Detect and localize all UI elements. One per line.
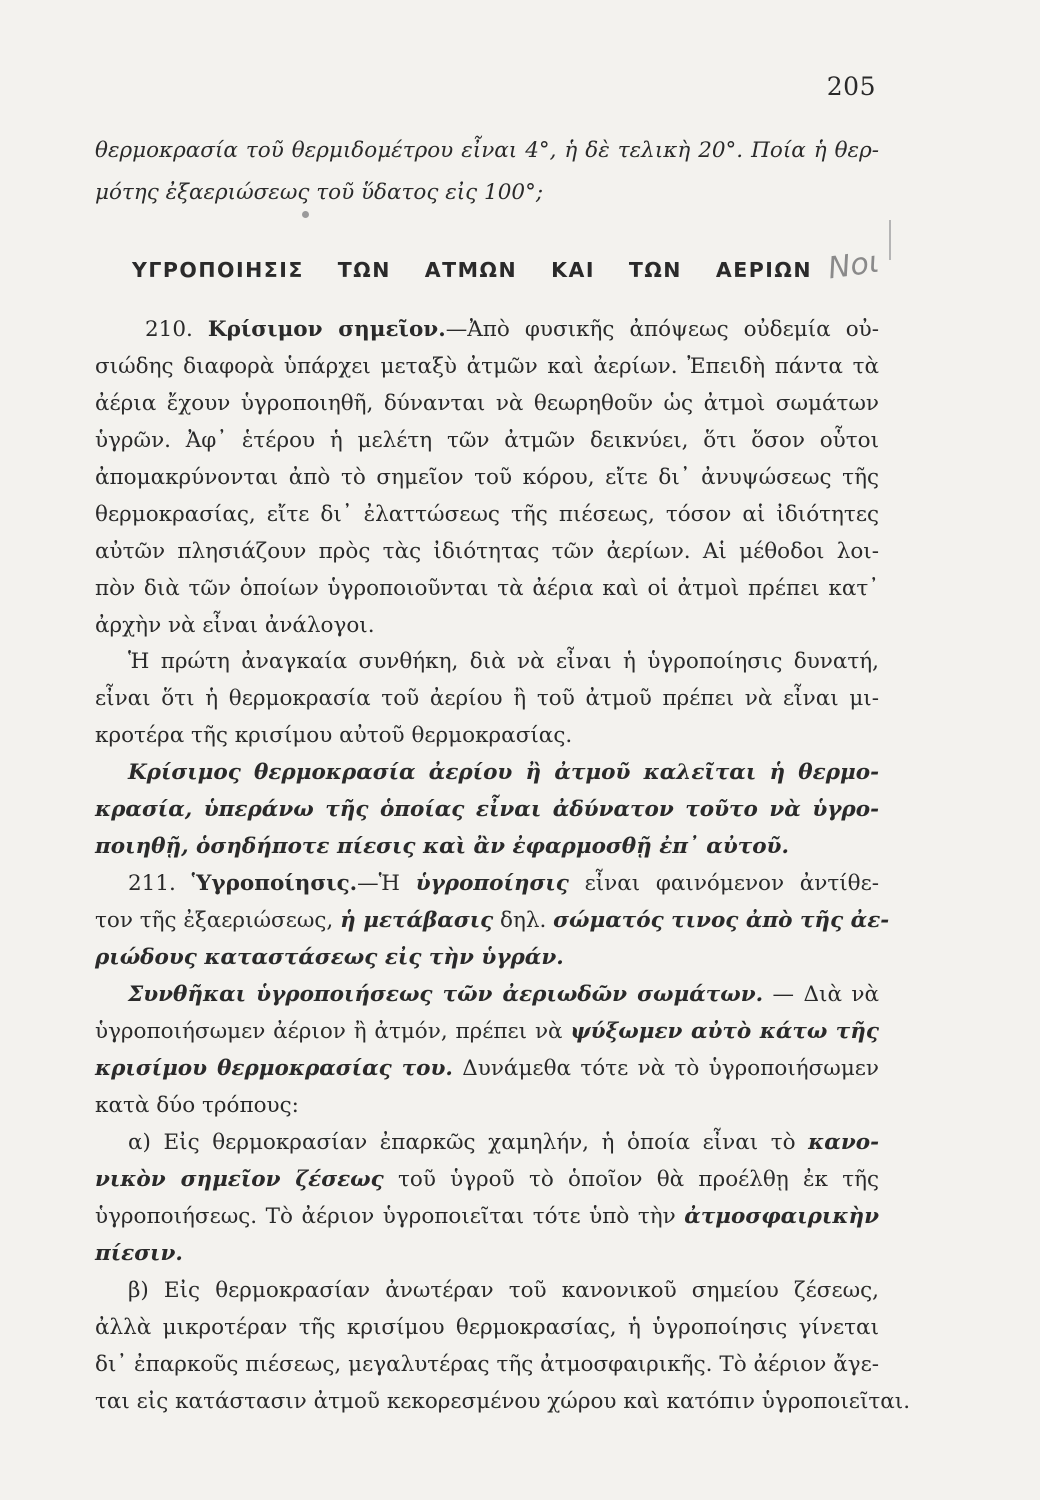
text-line: θερμοκρασίας, εἴτε δι᾿ ἐλαττώσεως τῆς πιέσεως, τόσον αἱ ἰδιότητες	[95, 502, 879, 527]
text-line: ται εἰς κατάστασιν ἀτμοῦ κεκορεσμένου χώρου καὶ κατόπιν ὑγροποιεῖται.	[95, 1389, 911, 1414]
page-number: 205	[826, 72, 876, 101]
handwritten-note: Nοι	[825, 244, 882, 287]
definition-line: κρασία, ὑπεράνω τῆς ὁποίας εἶναι ἀδύνατον τοῦτο νὰ ὑγρο-	[95, 797, 879, 822]
text-line: τον τῆς ἐξαεριώσεως, ἡ μετάβασις δηλ. σώματός τινος ἀπὸ τῆς ἀε-	[95, 908, 890, 933]
text-line: ἀλλὰ μικροτέραν τῆς κρισίμου θερμοκρασίας, ἡ ὑγροποίησις γίνεται	[95, 1315, 879, 1340]
text-line: κροτέρα τῆς κρισίμου αὐτοῦ θερμοκρασίας.	[95, 723, 573, 748]
section-heading: ΥΓΡΟΠΟΙΗΣΙΣ ΤΩΝ ΑΤΜΩΝ ΚΑΙ ΤΩΝ ΑΕΡΙΩΝ	[132, 258, 812, 282]
text-line: δι᾿ ἐπαρκοῦς πιέσεως, μεγαλυτέρας τῆς ἀτμοσφαιρικῆς. Τὸ ἀέριον ἄγε-	[95, 1352, 879, 1377]
text-line: ὑγρῶν. Ἀφ᾿ ἑτέρου ἡ μελέτη τῶν ἀτμῶν δεικνύει, ὅτι ὅσον οὗτοι	[95, 428, 879, 453]
margin-mark	[889, 220, 891, 260]
paragraph-211-start: 211. Ὑγροποίησις.—Ἡ ὑγροποίησις εἶναι φαινόμενον ἀντίθε-	[128, 871, 879, 896]
text-line: κρισίμου θερμοκρασίας του. Δυνάμεθα τότε νὰ τὸ ὑγροποιήσωμεν	[95, 1056, 879, 1081]
definition-line: Κρίσιμος θερμοκρασία ἀερίου ἢ ἀτμοῦ καλεῖται ἡ θερμο-	[128, 760, 879, 785]
text-line: ὑγροποιήσεως. Τὸ ἀέριον ὑγροποιεῖται τότε ὑπὸ τὴν ἀτμοσφαιρικὴν	[95, 1204, 879, 1229]
text-line: μότης ἐξαεριώσεως τοῦ ὕδατος εἰς 100°;	[95, 180, 544, 205]
text-line: κατὰ δύο τρόπους:	[95, 1093, 299, 1118]
text-line: ριώδους καταστάσεως εἰς τὴν ὑγράν.	[95, 945, 564, 970]
text-line: πὸν διὰ τῶν ὁποίων ὑγροποιοῦνται τὰ ἀέρια καὶ οἱ ἀτμοὶ πρέπει κατ᾿	[95, 576, 879, 601]
list-item-b: β) Εἰς θερμοκρασίαν ἀνωτέραν τοῦ κανονικοῦ σημείου ζέσεως,	[128, 1278, 879, 1303]
text-line: αὐτῶν πλησιάζουν πρὸς τὰς ἰδιότητας τῶν ἀερίων. Αἱ μέθοδοι λοι-	[95, 539, 879, 564]
text-line: ἀπομακρύνονται ἀπὸ τὸ σημεῖον τοῦ κόρου, εἴτε δι᾿ ἀνυψώσεως τῆς	[95, 465, 879, 490]
text-line: σιώδης διαφορὰ ὑπάρχει μεταξὺ ἀτμῶν καὶ ἀερίων. Ἐπειδὴ πάντα τὰ	[95, 354, 879, 379]
text-line: εἶναι ὅτι ἡ θερμοκρασία τοῦ ἀερίου ἢ τοῦ ἀτμοῦ πρέπει νὰ εἶναι μι-	[95, 686, 879, 711]
text-line: Συνθῆκαι ὑγροποιήσεως τῶν ἀεριωδῶν σωμάτων. — Διὰ νὰ	[128, 982, 879, 1007]
text-line: ἀέρια ἔχουν ὑγροποιηθῆ, δύνανται νὰ θεωρηθοῦν ὡς ἀτμοὶ σωμάτων	[95, 391, 879, 416]
text-line: ὑγροποιήσωμεν ἀέριον ἢ ἀτμόν, πρέπει νὰ ψύξωμεν αὐτὸ κάτω τῆς	[95, 1019, 879, 1044]
ink-dot	[302, 211, 309, 218]
text-line: θερμοκρασία τοῦ θερμιδομέτρου εἶναι 4°, ἡ δὲ τελικὴ 20°. Ποία ἡ θερ-	[95, 138, 879, 163]
text-line: πίεσιν.	[95, 1241, 183, 1266]
paragraph-210-start: 210. Κρίσιμον σημεῖον.—Ἀπὸ φυσικῆς ἀπόψεως οὐδεμία οὐ-	[145, 317, 879, 342]
definition-line: ποιηθῇ, ὁσηδήποτε πίεσις καὶ ἂν ἐφαρμοσθῇ ἐπ᾿ αὐτοῦ.	[95, 834, 789, 859]
text-line: Ἡ πρώτη ἀναγκαία συνθήκη, διὰ νὰ εἶναι ἡ ὑγροποίησις δυνατή,	[128, 649, 879, 674]
text-line: ἀρχὴν νὰ εἶναι ἀνάλογοι.	[95, 613, 375, 638]
list-item-a: α) Εἰς θερμοκρασίαν ἐπαρκῶς χαμηλήν, ἡ ὁποία εἶναι τὸ κανο-	[128, 1130, 879, 1155]
text-line: νικὸν σημεῖον ζέσεως τοῦ ὑγροῦ τὸ ὁποῖον θὰ προέλθῃ ἐκ τῆς	[95, 1167, 880, 1192]
